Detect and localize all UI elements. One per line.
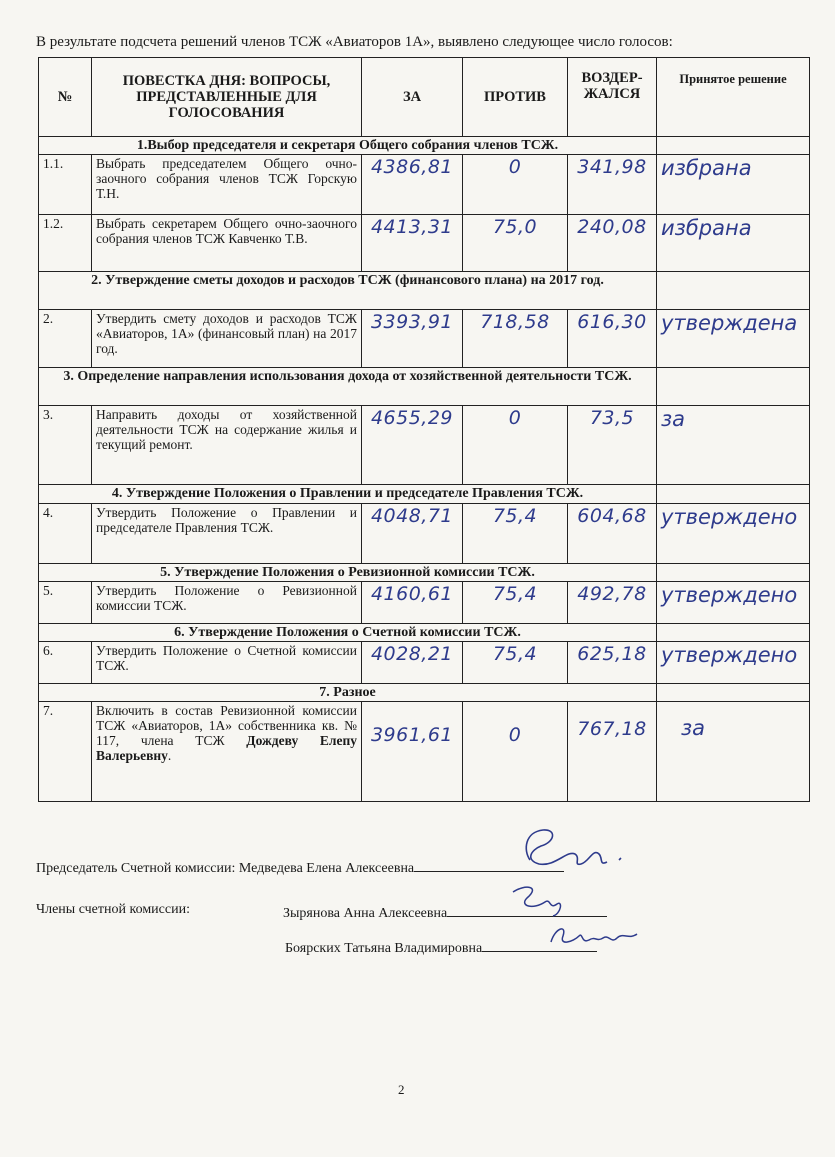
votes-against: 75,0 (463, 215, 568, 272)
votes-abstained: 616,30 (568, 310, 657, 368)
question-text-plain: Включить в состав Ревизионной комиссии ТСЖ «Авиаторов, 1А» собственника кв. № 117, члена ТСЖ (96, 703, 357, 748)
row-number: 1.1. (39, 155, 92, 215)
section-row (39, 564, 810, 582)
votes-against: 75,4 (463, 642, 568, 684)
chair-label: Председатель Счетной комиссии: Медведева Елена Алексеевна (36, 861, 415, 876)
decision: избрана (657, 215, 810, 272)
row-number: 2. (39, 310, 92, 368)
member1-name: Зырянова Анна Алексеевна (283, 906, 448, 921)
section-row (39, 368, 810, 406)
votes-for: 4160,61 (362, 582, 463, 624)
votes-abstained: 767,18 (568, 702, 657, 802)
table-row (39, 406, 810, 485)
voting-results-table (38, 57, 810, 802)
header-agenda: ПОВЕСТКА ДНЯ: ВОПРОСЫ, ПРЕДСТАВЛЕННЫЕ ДЛЯ ГОЛОСОВАНИЯ (92, 58, 362, 137)
section-row (39, 684, 810, 702)
decision: утверждено (657, 582, 810, 624)
table-row (39, 504, 810, 564)
section-row (39, 272, 810, 310)
section-row (39, 137, 810, 155)
member1-signature (505, 880, 585, 920)
votes-against: 75,4 (463, 504, 568, 564)
votes-for: 4028,21 (362, 642, 463, 684)
header-num: № (39, 58, 92, 137)
votes-against: 75,4 (463, 582, 568, 624)
row-number: 1.2. (39, 215, 92, 272)
section-title: 7. Разное (39, 684, 657, 702)
table-header-row (39, 58, 810, 137)
section-row (39, 485, 810, 504)
question-text: Направить доходы от хозяйственной деятельности ТСЖ на содержание жилья и текущий ремонт. (92, 406, 362, 485)
decision: за (657, 702, 810, 802)
question-text: Утвердить Положение о Счетной комиссии ТСЖ. (92, 642, 362, 684)
section-title: 1.Выбор председателя и секретаря Общего собрания членов ТСЖ. (39, 137, 657, 155)
section-title: 3. Определение направления использования дохода от хозяйственной деятельности ТСЖ. (39, 368, 657, 406)
table-row (39, 310, 810, 368)
decision: утверждено (657, 642, 810, 684)
header-abstained: ВОЗДЕР-ЖАЛСЯ (568, 58, 657, 137)
section-title: 6. Утверждение Положения о Счетной комиссии ТСЖ. (39, 624, 657, 642)
votes-against: 0 (463, 702, 568, 802)
table-row (39, 642, 810, 684)
votes-against: 0 (463, 406, 568, 485)
row-number: 3. (39, 406, 92, 485)
votes-abstained: 604,68 (568, 504, 657, 564)
row-number: 4. (39, 504, 92, 564)
decision: утверждено (657, 504, 810, 564)
votes-abstained: 73,5 (568, 406, 657, 485)
table-row (39, 215, 810, 272)
question-text: Утвердить Положение о Ревизионной комиссии ТСЖ. (92, 582, 362, 624)
row-number: 6. (39, 642, 92, 684)
votes-for: 4413,31 (362, 215, 463, 272)
row-number: 7. (39, 702, 92, 802)
question-text: Утвердить Положение о Правлении и председателе Правления ТСЖ. (92, 504, 362, 564)
votes-for: 4655,29 (362, 406, 463, 485)
question-text: Утвердить смету доходов и расходов ТСЖ «Авиаторов, 1А» (финансовый план) на 2017 год. (92, 310, 362, 368)
member2-name: Боярских Татьяна Владимировна (285, 941, 483, 956)
votes-for: 3961,61 (362, 702, 463, 802)
votes-abstained: 240,08 (568, 215, 657, 272)
votes-abstained: 341,98 (568, 155, 657, 215)
header-decision: Принятое решение (657, 58, 810, 137)
row-number: 5. (39, 582, 92, 624)
question-text: Выбрать председателем Общего очно-заочного собрания членов ТСЖ Горскую Т.Н. (92, 155, 362, 215)
intro-text: В результате подсчета решений членов ТСЖ «Авиаторов 1А», выявлено следующее число голосов: (36, 34, 673, 50)
votes-for: 3393,91 (362, 310, 463, 368)
candidate-name: Дождеву Елепу Валерьевну (96, 733, 357, 763)
page-number: 2 (398, 1082, 405, 1097)
chair-signature (495, 820, 645, 875)
question-text (92, 702, 362, 802)
votes-against: 0 (463, 155, 568, 215)
table-row (39, 582, 810, 624)
members-label: Члены счетной комиссии: (36, 902, 190, 917)
member2-signature (545, 918, 645, 954)
votes-for: 4386,81 (362, 155, 463, 215)
decision: утверждена (657, 310, 810, 368)
votes-for: 4048,71 (362, 504, 463, 564)
votes-abstained: 492,78 (568, 582, 657, 624)
header-against: ПРОТИВ (463, 58, 568, 137)
votes-abstained: 625,18 (568, 642, 657, 684)
table-row (39, 702, 810, 802)
section-title: 2. Утверждение сметы доходов и расходов ТСЖ (финансового плана) на 2017 год. (39, 272, 657, 310)
chair-signature-line (36, 857, 564, 877)
section-row (39, 624, 810, 642)
section-title: 5. Утверждение Положения о Ревизионной комиссии ТСЖ. (39, 564, 657, 582)
question-text: Выбрать секретарем Общего очно-заочного собрания членов ТСЖ Кавченко Т.В. (92, 215, 362, 272)
question-text-end: . (167, 748, 172, 763)
decision: избрана (657, 155, 810, 215)
header-for: ЗА (362, 58, 463, 137)
decision: за (657, 406, 810, 485)
section-title: 4. Утверждение Положения о Правлении и председателе Правления ТСЖ. (39, 485, 657, 504)
table-row (39, 155, 810, 215)
votes-against: 718,58 (463, 310, 568, 368)
